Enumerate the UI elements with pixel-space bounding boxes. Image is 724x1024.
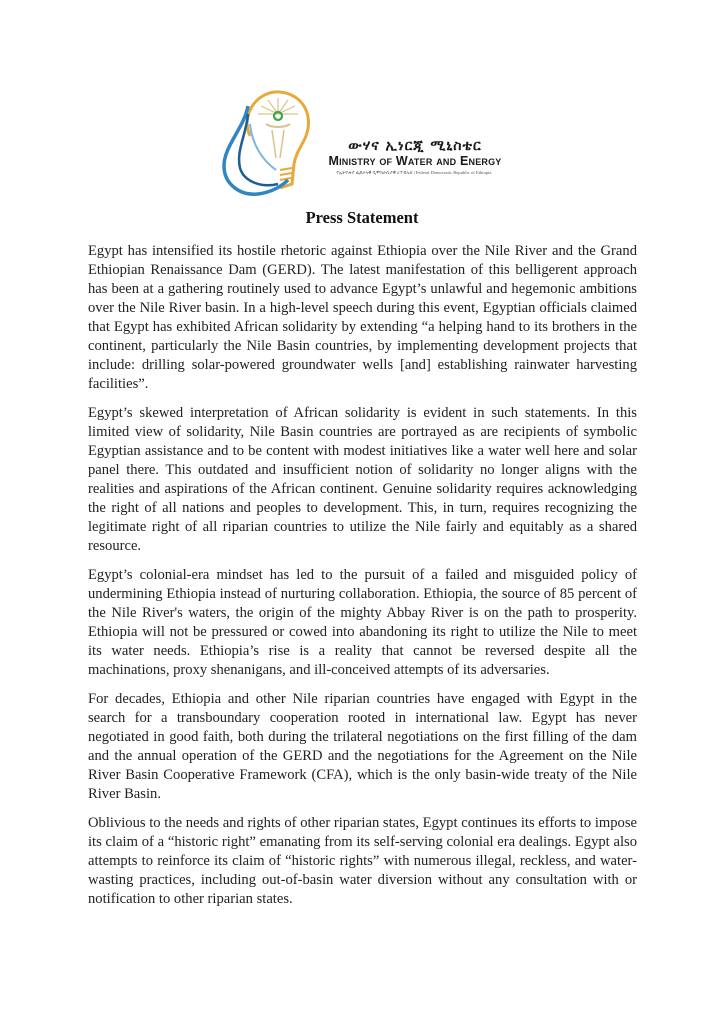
logo-subtitle — [304, 170, 524, 175]
logo-subtitle-english: Federal Democratic Republic of Ethiopia — [415, 170, 492, 175]
logo-amharic-name: ውሃና ኢነርጂ ሚኒስቴር — [348, 138, 482, 154]
document-body — [88, 242, 637, 909]
logo-subtitle-separator: | — [413, 170, 415, 175]
logo-english-name: Ministry of Water and Energy — [328, 154, 502, 168]
logo-subtitle-amharic: የኢትዮጵያ ፌደራላዊ ዲሞክራሲያዊ ሪፐብሊክ — [336, 170, 413, 175]
paragraph-4: For decades, Ethiopia and other Nile riparian countries have engaged with Egypt in the search for a transboundary cooperation rooted in international law. Egypt has never negotiated in good faith, both during the trilateral negotiations on the first filling of the dam and the annual operation of the GERD and the negotiations for the Agreement on the Nile River Basin Cooperative Framework (CFA), which is the only basin-wide treaty of the Nile River Basin. — [88, 691, 637, 802]
paragraph-5: Oblivious to the needs and rights of other riparian states, Egypt continues its efforts to impose its claim of a “historic right” emanating from its self-serving colonial era dealings. Egypt also attempts to reinforce its claim of “historic rights” with numerous illegal, reckless, and water-wasting practices, including out-of-basin water diversion without any consultation with or notification to other riparian states. — [88, 815, 637, 907]
lightbulb-water-drop-icon — [218, 84, 318, 200]
document-title: Press Statement — [305, 208, 419, 227]
paragraph-3: Egypt’s colonial-era mindset has led to the pursuit of a failed and misguided policy of undermining Ethiopia instead of nurturing collaboration. Ethiopia, the source of 85 percent of the Nile River's waters, the origin of the mighty Abbay River is on the path to prosperity. Ethiopia will not be pressured or cowed into abandoning its right to utilize the Nile to meet its water needs. Ethiopia’s rise is a reality that cannot be reversed despite all the machinations, proxy shenanigans, and ill-conceived attempts of its adversaries. — [88, 567, 637, 678]
paragraph-2: Egypt’s skewed interpretation of African solidarity is evident in such statements. In this limited view of solidarity, Nile Basin countries are portrayed as are recipients of symbolic Egyptian assistance and to be content with modest initiatives like a water well here and solar panel there. This outdated and insufficient notion of solidarity no longer aligns with the realities and aspirations of the African continent. Genuine solidarity requires acknowledging the right of all nations and peoples to development. This, in turn, requires recognizing the legitimate right of all riparian countries to utilize the Nile fairly and equitably as a shared resource. — [88, 405, 637, 554]
ministry-logo — [218, 84, 514, 200]
paragraph-1: Egypt has intensified its hostile rhetoric against Ethiopia over the Nile River and the Grand Ethiopian Renaissance Dam (GERD). The latest manifestation of this belligerent approach has been at a gathering routinely used to advance Egypt’s unlawful and hegemonic ambitions over the Nile River basin. In a high-level speech during this event, Egyptian officials claimed that Egypt has exhibited African solidarity by extending “a helping hand to its brothers in the continent, particularly the Nile Basin countries, by implementing development projects that include: drilling solar-powered groundwater wells [and] establishing rainwater harvesting facilities”. — [88, 243, 637, 392]
